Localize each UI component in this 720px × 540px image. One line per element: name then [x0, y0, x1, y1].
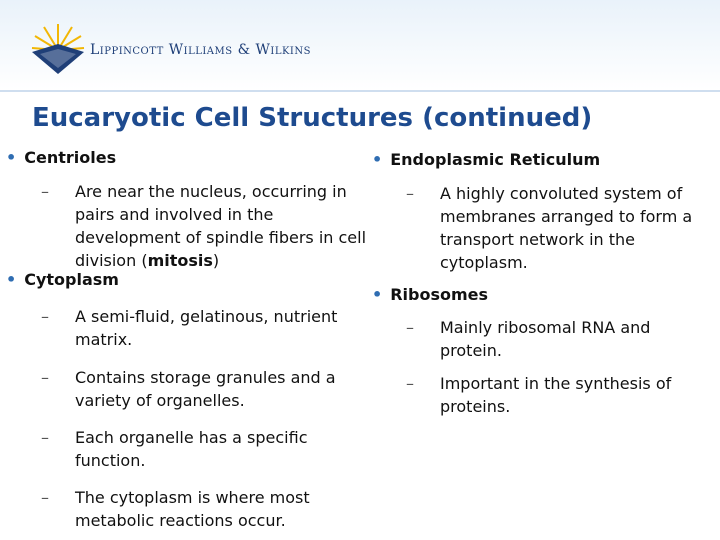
dash-marker: –	[406, 184, 414, 203]
sub-text: Each organelle has a specific function.	[75, 428, 308, 470]
sunburst-logo-icon	[30, 20, 86, 76]
bullet-label: Centrioles	[24, 148, 117, 167]
sub-text: Important in the synthesis of proteins.	[440, 374, 672, 416]
bullet-endoplasmic-reticulum	[372, 150, 600, 169]
cytoplasm-sub-4	[41, 486, 375, 532]
brand-name: Lippincott Williams & Wilkins	[90, 42, 311, 58]
dash-marker: –	[41, 182, 49, 201]
header-divider	[0, 90, 720, 92]
bullet-centrioles	[6, 148, 116, 167]
dash-marker: –	[406, 318, 414, 337]
bullet-dot: •	[372, 150, 383, 169]
slide-title: Eucaryotic Cell Structures (continued)	[32, 103, 593, 133]
dash-marker: –	[41, 488, 49, 507]
sub-text-bold: mitosis	[147, 251, 213, 270]
ribosomes-sub-1	[406, 316, 710, 362]
er-sub-1	[406, 182, 710, 274]
sub-text: The cytoplasm is where most metabolic reactions occur.	[75, 488, 310, 530]
bullet-dot: •	[6, 148, 17, 167]
sub-text: Contains storage granules and a variety of organelles.	[75, 368, 336, 410]
sub-text: A highly convoluted system of membranes arranged to form a transport network in the cytoplasm.	[440, 184, 693, 272]
dash-marker: –	[41, 428, 49, 447]
bullet-dot: •	[372, 285, 383, 304]
bullet-label: Cytoplasm	[24, 270, 119, 289]
dash-marker: –	[41, 368, 49, 387]
dash-marker: –	[406, 374, 414, 393]
cytoplasm-sub-2	[41, 366, 375, 412]
dash-marker: –	[41, 307, 49, 326]
sub-text-before: Are near the nucleus, occurring in pairs and involved in the development of spindle fibers in cell division (	[75, 182, 367, 270]
centrioles-sub-1	[41, 180, 375, 272]
bullet-cytoplasm	[6, 270, 119, 289]
cytoplasm-sub-1	[41, 305, 375, 351]
sub-text: A semi-fluid, gelatinous, nutrient matrix.	[75, 307, 338, 349]
cytoplasm-sub-3	[41, 426, 375, 472]
bullet-ribosomes	[372, 285, 488, 304]
bullet-dot: •	[6, 270, 17, 289]
sub-text-after: )	[212, 251, 220, 270]
sub-text: Mainly ribosomal RNA and protein.	[440, 318, 651, 360]
bullet-label: Endoplasmic Reticulum	[390, 150, 601, 169]
ribosomes-sub-2	[406, 372, 710, 418]
bullet-label: Ribosomes	[390, 285, 489, 304]
